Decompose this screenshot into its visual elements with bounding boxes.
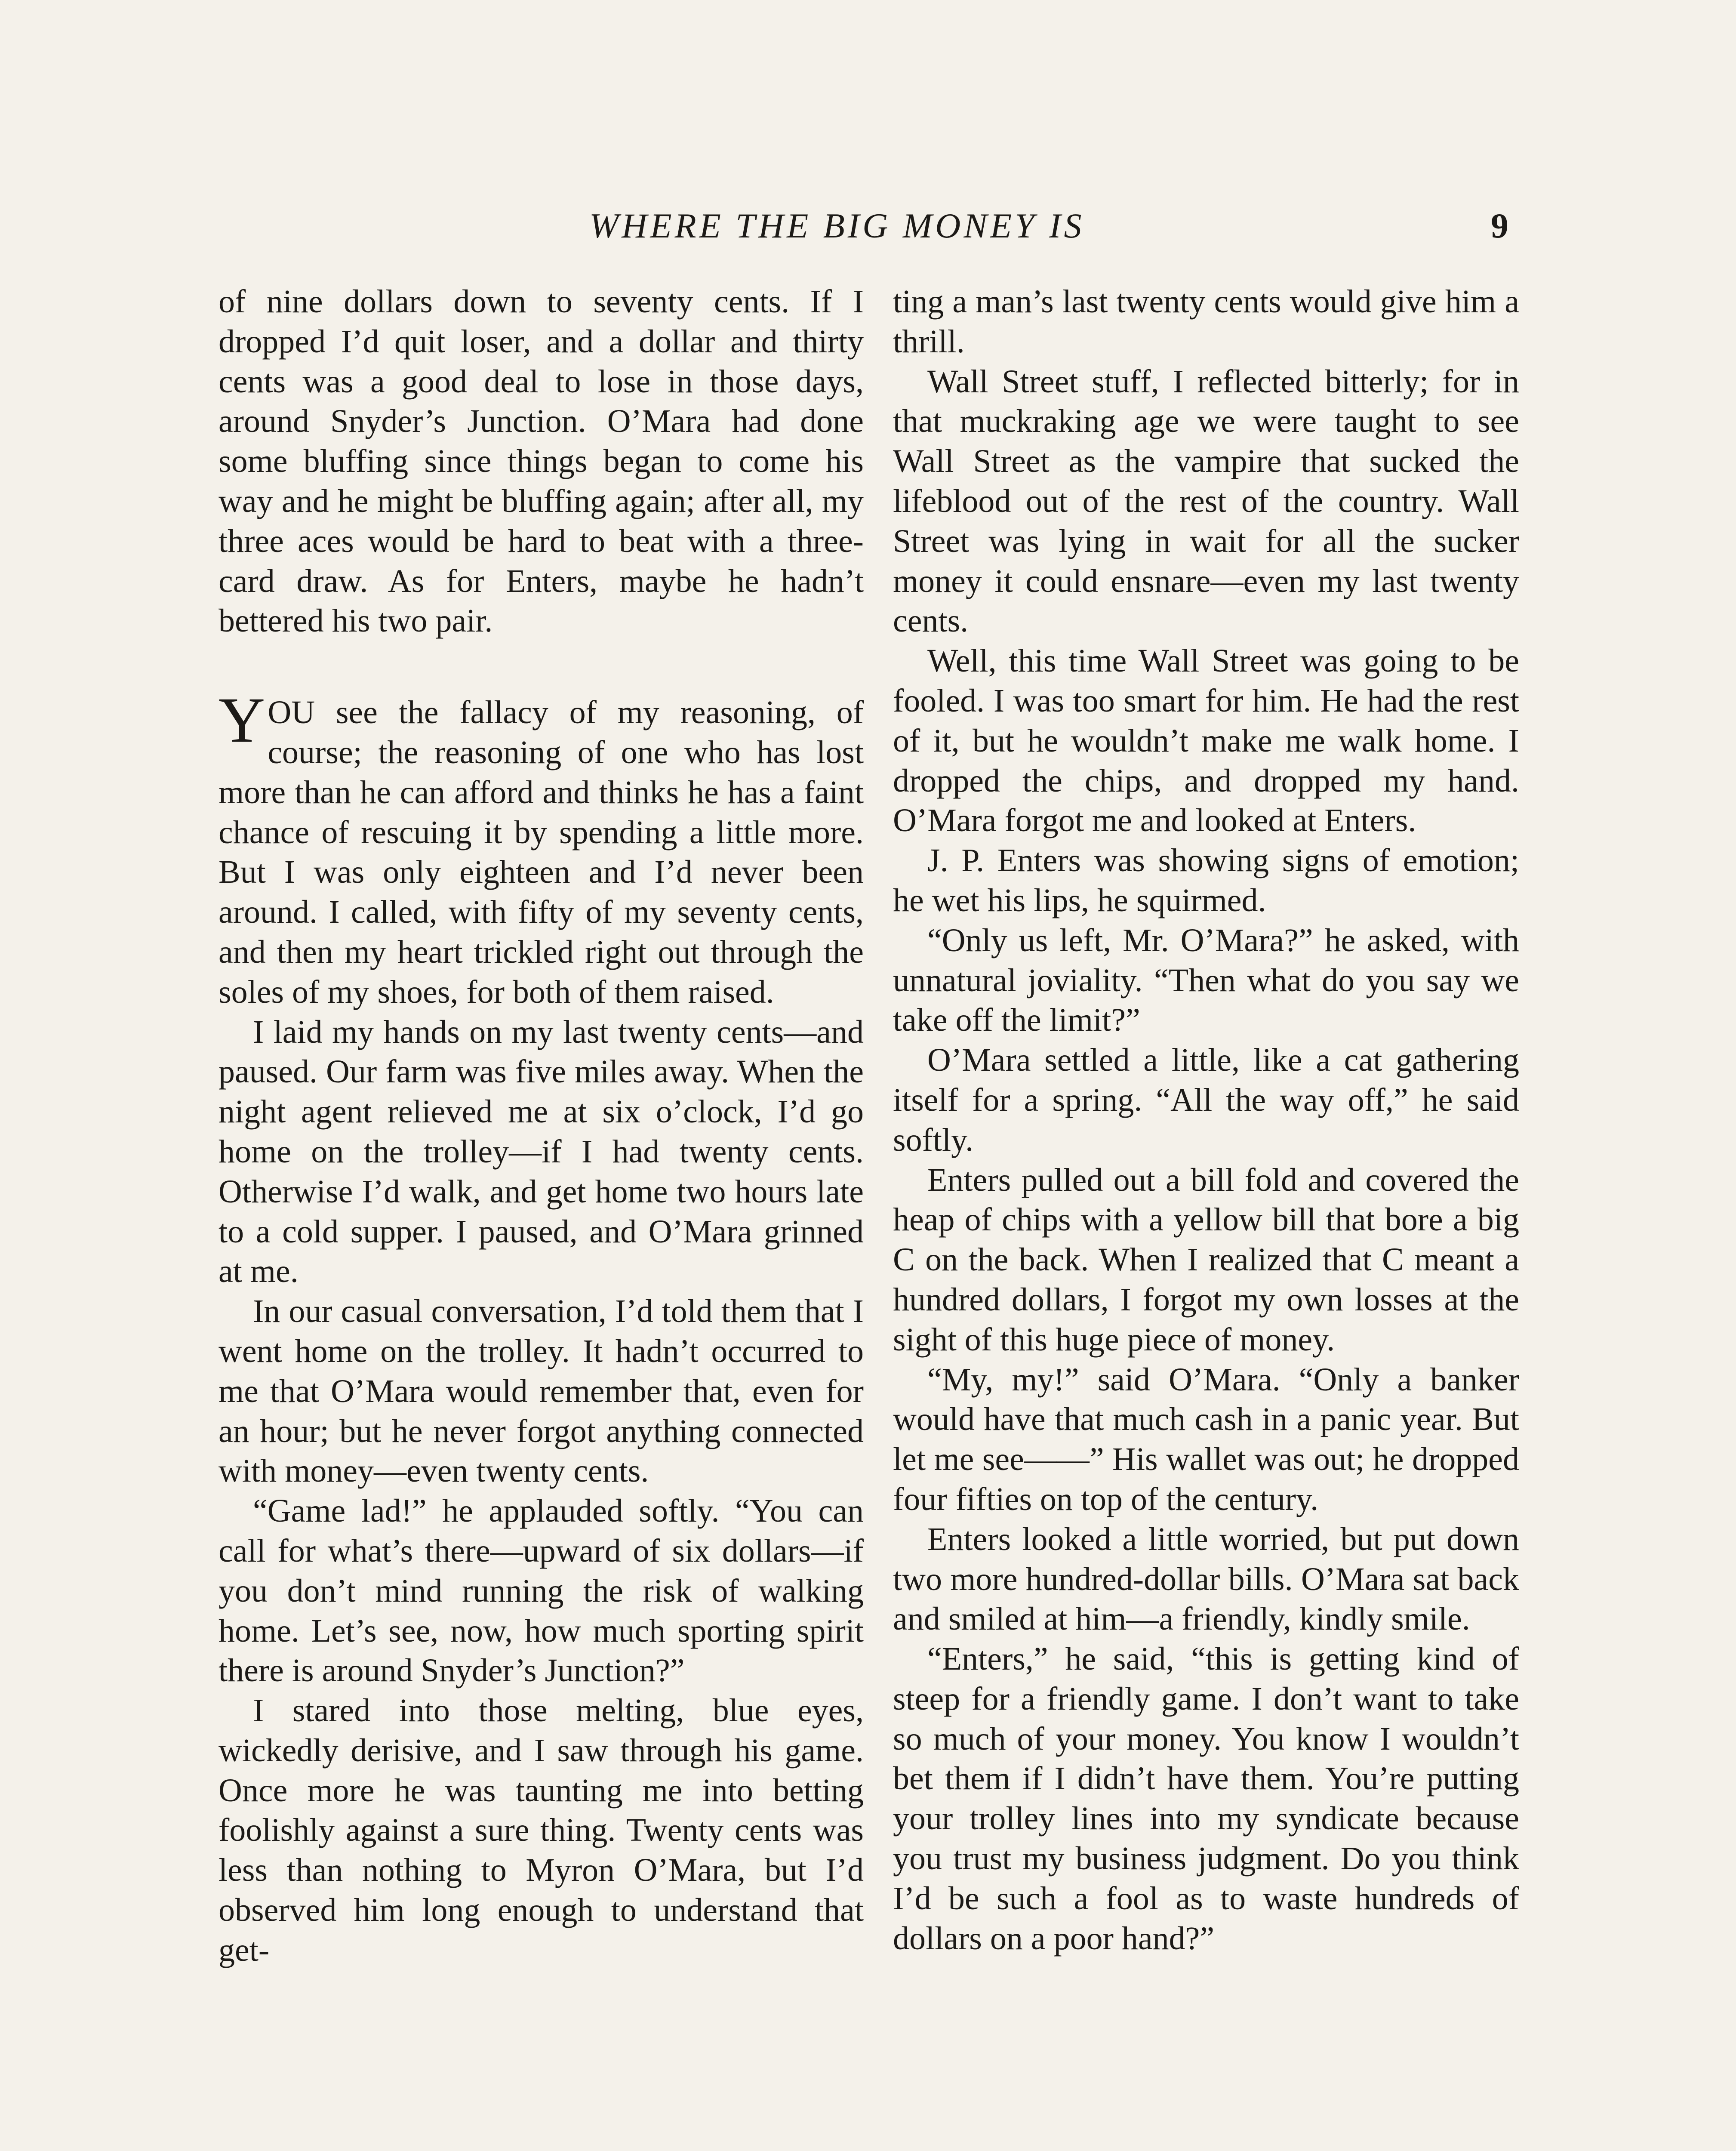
- paragraph: “My, my!” said O’Mara. “Only a banker would have that much cash in a panic year. But let me see——” His wallet was out; he dropped four fifties on top of the century.: [893, 1361, 1519, 1517]
- paragraph: Enters pulled out a bill fold and covered the heap of chips with a yellow bill that bore a big C on the back. When I realized that C meant a hundred dollars, I forgot my own losses at the sight of this huge piece of money.: [893, 1162, 1519, 1358]
- paragraph: Well, this time Wall Street was going to be fooled. I was too smart for him. He had the rest of it, but he wouldn’t make me walk home. I dropped the chips, and dropped my hand. O’Mara forgot me and looked at Enters.: [893, 643, 1519, 839]
- paragraph: ting a man’s last twenty cents would give him a thrill.: [893, 284, 1519, 360]
- paragraph: O’Mara settled a little, like a cat gathering itself for a spring. “All the way off,” he said softly.: [893, 1042, 1519, 1158]
- paragraph-text: OU see the fallacy of my reasoning, of course; the reasoning of one who has lost more than he can afford and thinks he has a faint chance of rescuing it by spending a little more. But I was only eighteen and I’d never been around. I called, with fifty of my seventy cents, and then my heart trickled right out through the soles of my shoes, for both of them raised.: [219, 694, 864, 1010]
- paragraph: “Enters,” he said, “this is getting kind of steep for a friendly game. I don’t want to take so much of your money. You know I wouldn’t bet them if I didn’t have them. You’re putting your trolley lines into my syndicate because you trust my business judgment. Do you think I’d be such a fool as to waste hundreds of dollars on a poor hand?”: [893, 1641, 1519, 1957]
- page-number: 9: [1491, 206, 1508, 245]
- paragraph: Wall Street stuff, I reflected bitterly; for in that muckraking age we were taught to see Wall Street as the vampire that sucked the lifeblood out of the rest of the country. Wall Street was lying in wait for all the sucker money it could ensnare—even my last twenty cents.: [893, 363, 1519, 639]
- drop-cap: Y: [219, 684, 265, 756]
- right-column: [893, 282, 1519, 1958]
- running-title: WHERE THE BIG MONEY IS: [589, 206, 1085, 245]
- paragraph: “Only us left, Mr. O’Mara?” he asked, with unnatural joviality. “Then what do you say we take off the limit?”: [893, 922, 1519, 1039]
- left-column: [219, 282, 864, 1970]
- paragraph: I stared into those melting, blue eyes, wickedly derisive, and I saw through his game. Once more he was taunting me into betting foolishly against a sure thing. Twenty cents was less than nothing to Myron O’Mara, but I’d observed him long enough to understand that get-: [219, 1692, 864, 1968]
- paragraph-with-dropcap: [219, 684, 864, 1012]
- paragraph: In our casual conversation, I’d told them that I went home on the trolley. It hadn’t occurred to me that O’Mara would remember that, even for an hour; but he never forgot anything connected with money—even twenty cents.: [219, 1293, 864, 1489]
- paragraph: of nine dollars down to seventy cents. If I dropped I’d quit loser, and a dollar and thirty cents was a good deal to lose in those days, around Snyder’s Junction. O’Mara had done some bluffing since things began to come his way and he might be bluffing again; after all, my three aces would be hard to beat with a three-card draw. As for Enters, maybe he hadn’t bettered his two pair.: [219, 284, 864, 639]
- paragraph: J. P. Enters was showing signs of emotion; he wet his lips, he squirmed.: [893, 842, 1519, 918]
- paragraph: Enters looked a little worried, but put down two more hundred-dollar bills. O’Mara sat back and smiled at him—a friendly, kindly smile.: [893, 1521, 1519, 1637]
- paragraph: I laid my hands on my last twenty cents—and paused. Our farm was five miles away. When the night agent relieved me at six o’clock, I’d go home on the trolley—if I had twenty cents. Otherwise I’d walk, and get home two hours late to a cold supper. I paused, and O’Mara grinned at me.: [219, 1014, 864, 1290]
- paragraph: “Game lad!” he applauded softly. “You can call for what’s there—upward of six dollars—if you don’t mind running the risk of walking home. Let’s see, now, how much sporting spirit there is around Snyder’s Junction?”: [219, 1493, 864, 1689]
